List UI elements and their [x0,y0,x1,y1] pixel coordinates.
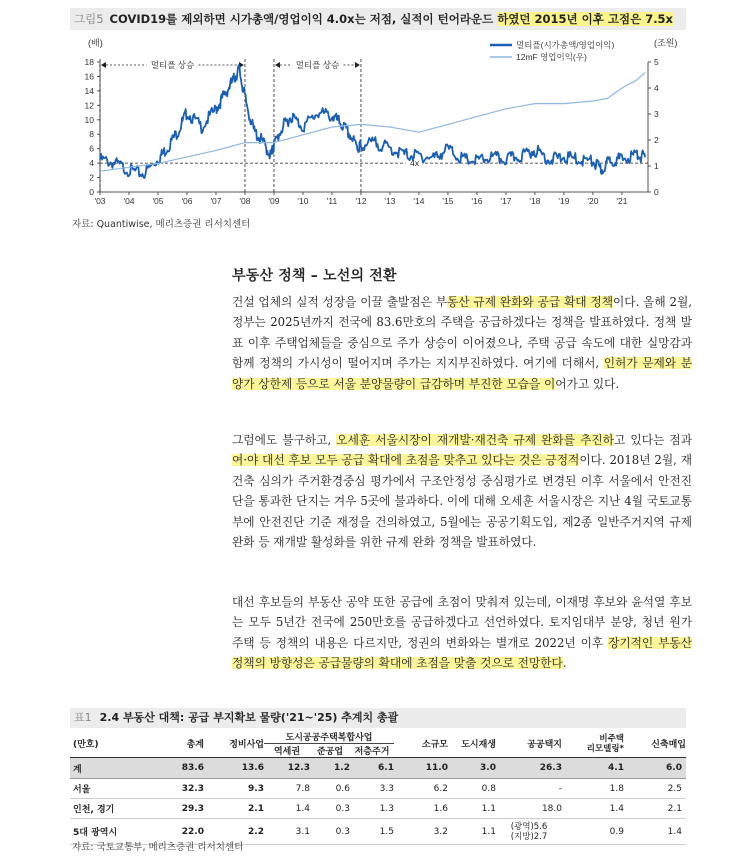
table-row [70,758,686,779]
header-total: 총계 [132,730,204,758]
x-tick-label: '13 [384,196,396,206]
cell-total: 22.0 [132,819,204,845]
cell-industrial: 0.6 [310,779,350,799]
cell-public-land-a: (광역)5.6 [510,821,548,832]
annotation-label: 멀티플 상승 [295,60,340,70]
p3-highlight-1: 장기적인 부동산 정책의 방향성은 공급물량의 확대에 초점을 맞출 것으로 전망한다 [232,635,692,671]
cell-public-land: 18.0 [496,799,562,819]
header-maintenance: 정비사업 [204,730,264,758]
x-tick-label: '06 [181,196,193,206]
x-tick-label: '05 [152,196,164,206]
cell-nonhousing: 0.9 [562,819,624,845]
multiple-chart [66,32,690,212]
left-tick-label: 16 [84,71,94,82]
figure-number: 그림5 [74,12,104,26]
cell-small: 3.2 [394,819,448,845]
cell-station: 7.8 [264,779,310,799]
paragraph-2 [232,430,692,552]
cell-small: 11.0 [394,758,448,779]
figure-title-highlight: 하였던 2015년 이후 고점은 7.5x [497,12,673,26]
cell-public-land: 26.3 [496,758,562,779]
x-tick-label: '18 [529,196,541,206]
left-tick-label: 0 [89,187,94,197]
header-nonhousing-1: 비주택 [599,733,624,744]
p1-text-3: 어가고 있다. [555,376,620,391]
annotation-label: 멀티플 상승 [150,60,195,70]
cell-public-land [496,819,562,845]
table-row [70,779,686,799]
x-tick-label: '07 [210,196,222,206]
x-tick-label: '16 [471,196,483,206]
section-title: 부동산 정책 – 노선의 전환 [232,268,397,284]
x-tick-label: '21 [616,196,628,206]
cell-lowrise: 1.5 [350,819,394,845]
supply-table [70,730,686,845]
x-tick-label: '10 [297,196,309,206]
p3-text-2: . [562,656,567,671]
table-source: 자료: 국토교통부, 메리츠증권 리서치센터 [72,842,244,853]
cell-public-land-b: (지방)2.7 [510,831,548,842]
header-small: 소규모 [394,730,448,758]
cell-nonhousing: 1.8 [562,779,624,799]
paragraph-3 [232,592,692,674]
table-header-row-1 [70,730,686,744]
table-title-text: 2.4 부동산 대책: 공급 부지확보 물량('21~'25) 추계치 총괄 [99,711,399,724]
x-tick-label: '09 [268,196,280,206]
right-tick-label: 1 [654,161,659,171]
cell-new-purchase: 2.5 [624,779,686,799]
x-tick-label: '14 [413,196,425,206]
annotation-arrowhead [355,62,360,68]
cell-station: 1.4 [264,799,310,819]
cell-new-purchase: 2.1 [624,799,686,819]
legend-label-op: 12mF 영업이익(우) [516,52,587,62]
header-nonhousing [562,730,624,758]
right-tick-label: 4 [654,83,659,93]
header-public-land: 공공택지 [496,730,562,758]
left-tick-label: 12 [84,100,94,111]
p1-text-1: 건설 업체의 실적 성장을 이끌 출발점은 부 [232,295,447,309]
cell-urban-regen: 1.1 [448,819,496,845]
cell-maintenance: 13.6 [204,758,264,779]
cell-lowrise: 1.3 [350,799,394,819]
header-urban-regen: 도시재생 [448,730,496,758]
cell-total: 83.6 [132,758,204,779]
left-tick-label: 10 [84,114,94,125]
x-tick-label: '15 [442,196,454,206]
x-tick-label: '19 [558,196,570,206]
p1-highlight-1: 동산 규제 완화와 공급 확대 정책 [447,295,613,309]
right-tick-label: 0 [654,187,659,197]
right-tick-label: 3 [654,109,659,119]
cell-urban-regen: 3.0 [448,758,496,779]
x-tick-label: '08 [239,196,251,206]
cell-station: 12.3 [264,758,310,779]
p2-highlight-2: 여·야 대선 후보 모두 공급 확대에 초점을 맞추고 있다는 것은 긍정적 [232,453,580,468]
left-tick-label: 2 [89,172,94,183]
cell-small: 1.6 [394,799,448,819]
left-axis-unit: (배) [88,38,103,48]
annotation-arrowhead [275,62,280,68]
header-urban-group: 도시공공주택복합사업 [264,730,394,744]
figure-title [70,8,686,30]
cell-station: 3.1 [264,819,310,845]
x-tick-label: '17 [500,196,512,206]
left-tick-label: 6 [89,143,94,154]
cell-maintenance: 9.3 [204,779,264,799]
left-tick-label: 14 [84,85,94,96]
p2-highlight-1: 오세훈 서울시장이 재개발·재건축 규제 완화를 추진하 [336,433,615,447]
cell-lowrise: 6.1 [350,758,394,779]
p2-text-3: 이다. 2018년 2월, 재건축 심의가 주거환경중심 평가에서 구조안정성 중심평가로 변경된 이후 서울에서 안전진단을 통과한 단지는 겨우 5곳에 불과하다. 이에 대해 오세훈 서울시장은 지난 4월 국토교통부에 안전진단 기준 재정을 건의하였고, 5월에는 공공기획도입, 제2종 일반주거지역 규제 완화 등 재개발 활성화를 위한 규제 완화 정책을 발표하였다. [232,453,692,550]
header-new-purchase: 신축매입 [624,730,686,758]
cell-total: 32.3 [132,779,204,799]
left-tick-label: 8 [89,129,94,140]
header-lowrise: 저층주거 [350,744,394,758]
cell-industrial: 0.3 [310,799,350,819]
row-label: 서울 [70,779,132,799]
figure-title-text: COVID19를 제외하면 시가총액/영업이익 4.0x는 저점, 실적이 턴어라운드 [109,12,498,26]
left-tick-label: 18 [84,57,94,67]
cell-maintenance: 2.2 [204,819,264,845]
unit-header: (만호) [70,730,132,758]
cell-nonhousing: 4.1 [562,758,624,779]
table-row [70,799,686,819]
figure-source: 자료: Quantiwise, 메리츠증권 리서치센터 [72,219,251,230]
row-label: 인천, 경기 [70,799,132,819]
cell-industrial: 1.2 [310,758,350,779]
cell-industrial: 0.3 [310,819,350,845]
cell-new-purchase: 1.4 [624,819,686,845]
cell-new-purchase: 6.0 [624,758,686,779]
p3-text-1: 대선 후보들의 부동산 공약 또한 공급에 초점이 맞춰져 있는데, 이재명 후보와 윤석열 후보는 모두 5년간 전국에 250만호를 공급하겠다고 선언하였다. 토지임대부 분양, 청년 원가 주택 등 정책의 내용은 다르지만, 정권의 변화와는 별개로 2022년 이후 [232,595,692,650]
cell-nonhousing: 1.4 [562,799,624,819]
cell-urban-regen: 0.8 [448,779,496,799]
cell-lowrise: 3.3 [350,779,394,799]
right-axis-unit: (조원) [654,38,678,48]
x-tick-label: '03 [94,196,106,206]
p2-text-2: 고 있다는 점과 [614,433,693,447]
cell-urban-regen: 1.1 [448,799,496,819]
row-label: 계 [70,758,132,779]
p1-text-2: 이다. 올해 2월, 정부는 2025년까지 전국에 83.6만호의 주택을 공급하겠다는 정책을 발표하였다. 정책 발표 이후 주택업체들을 중심으로 주가 상승이 이어졌으나, 주택 공급 속도에 대한 실망감과 함께 정책의 가시성이 떨어지며 주가는 지지부진하였다. 여기에 더해서, [232,295,693,371]
x-tick-label: '12 [355,196,367,206]
header-industrial: 준공업 [310,744,350,758]
left-tick-label: 4 [89,158,94,169]
cell-total: 29.3 [132,799,204,819]
cell-small: 6.2 [394,779,448,799]
chart-legend [490,40,615,62]
annotation-arrowhead [101,62,106,68]
x-tick-label: '20 [587,196,599,206]
multiple-series-line [100,65,645,178]
table-title [70,708,686,728]
p1-highlight-2: 인허가 문제와 분양가 상한제 등으로 서울 분양물량이 급감하며 부진한 모습을 이 [232,356,692,391]
header-nonhousing-2: 리모델링* [586,743,624,754]
cell-public-land: - [496,779,562,799]
four-x-label: 4x [410,158,420,169]
row-label: 5대 광역시 [70,819,132,845]
header-station: 역세권 [264,744,310,758]
cell-maintenance: 2.1 [204,799,264,819]
table-number: 표1 [74,711,92,724]
p2-text-1: 그럼에도 불구하고, [232,433,337,447]
right-tick-label: 2 [654,135,659,145]
x-tick-label: '04 [123,196,135,206]
paragraph-1 [232,292,692,394]
right-tick-label: 5 [654,57,659,67]
x-tick-label: '11 [326,196,338,206]
legend-label-multiple: 멀티플(시가총액/영업이익) [516,40,615,50]
